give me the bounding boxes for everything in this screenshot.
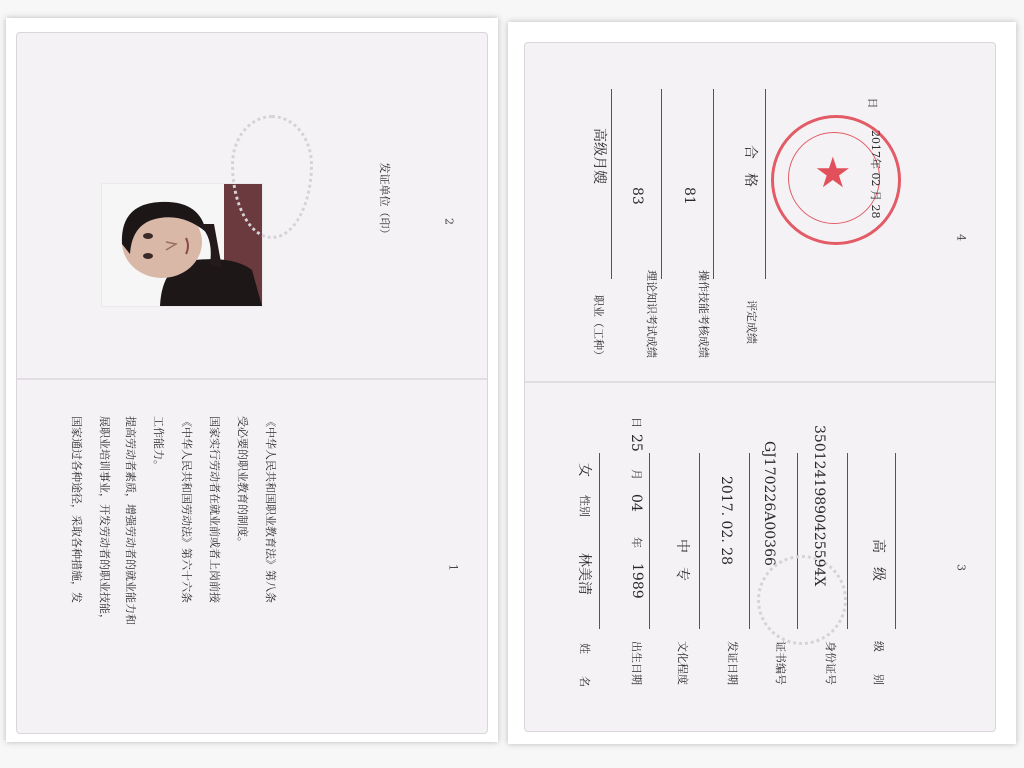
occupation-label: 职业（工种） — [592, 295, 605, 361]
level-label: 级 别 — [872, 641, 885, 685]
underline — [661, 89, 662, 279]
theory-score-value: 83 — [629, 187, 645, 205]
underline — [649, 453, 650, 629]
skill-score-label: 操作技能考核成绩 — [697, 270, 710, 358]
page-crease — [525, 381, 995, 383]
page-number-3: 3 — [954, 564, 968, 571]
underline — [713, 89, 714, 279]
underline — [599, 453, 600, 629]
education-value: 中 专 — [674, 539, 690, 581]
page-number-4: 4 — [954, 234, 968, 241]
page-crease — [17, 378, 487, 380]
underline — [611, 89, 612, 279]
id-number-value: 35012419890425594X — [811, 425, 827, 587]
birth-day: 25 — [628, 434, 644, 452]
paragraph-line: 工作能力。 — [152, 416, 165, 471]
paragraph-line: 展职业培训事业，开发劳动者的职业技能， — [98, 416, 111, 625]
paragraph-line: 提高劳动者素质，增强劳动者的就业能力和 — [124, 416, 137, 625]
seal-star: ★ — [814, 148, 852, 197]
theory-score-label: 理论知识考试成绩 — [645, 270, 658, 358]
birth-year: 1989 — [629, 563, 645, 599]
underline — [765, 89, 766, 279]
day-char-bottom: 日 — [630, 417, 643, 428]
evaluation-value: 合 格 — [742, 145, 758, 187]
gender-label: 性别 — [578, 495, 591, 517]
month-char: 月 — [630, 469, 643, 480]
day-char: 日 — [866, 97, 879, 109]
faded-seal-bottom — [757, 555, 847, 645]
cert-number-value: GJ170226A00366 — [761, 441, 777, 566]
name-value: 林美清 — [576, 553, 592, 595]
birth-month: 04 — [628, 494, 644, 512]
gender-value: 女 — [576, 463, 592, 477]
paragraph-line: 国家实行劳动者在就业前或者上岗前接 — [208, 416, 221, 603]
left-sheet — [6, 18, 498, 742]
paragraph-line: 《中华人民共和国劳动法》第六十六条 — [180, 416, 193, 603]
issuer-label: 发证单位（印） — [378, 162, 391, 240]
underline — [749, 453, 750, 629]
issue-date-label: 发证日期 — [726, 641, 739, 685]
id-number-label: 身份证号 — [824, 641, 837, 685]
paragraph-line: 《中华人民共和国职业教育法》第八条 — [264, 416, 277, 603]
birth-label: 出生日期 — [630, 641, 643, 685]
page-number-1: 1 — [446, 564, 460, 571]
education-label: 文化程度 — [676, 641, 689, 685]
underline — [895, 453, 896, 629]
right-page — [524, 42, 996, 732]
cert-number-label: 证书编号 — [774, 641, 787, 685]
skill-score-value: 81 — [681, 187, 697, 205]
paragraph-line: 国家通过各种途径，采取各种措施，发 — [70, 416, 83, 603]
evaluation-label: 评定成绩 — [745, 300, 758, 344]
occupation-value: 高级月嫂 — [591, 128, 607, 184]
page-number-2: 2 — [442, 218, 456, 225]
level-value: 高 级 — [870, 539, 886, 581]
underline — [699, 453, 700, 629]
underline — [847, 453, 848, 629]
issue-date-value: 2017. 02. 28 — [718, 476, 734, 566]
year-char: 年 — [630, 537, 643, 548]
paragraph-line: 受必要的职业教育的制度。 — [236, 416, 249, 548]
right-sheet — [508, 22, 1016, 744]
issue-date-top: 2017年 02 月 28 — [869, 130, 882, 219]
left-page — [16, 32, 488, 734]
name-label: 姓 名 — [578, 643, 591, 687]
